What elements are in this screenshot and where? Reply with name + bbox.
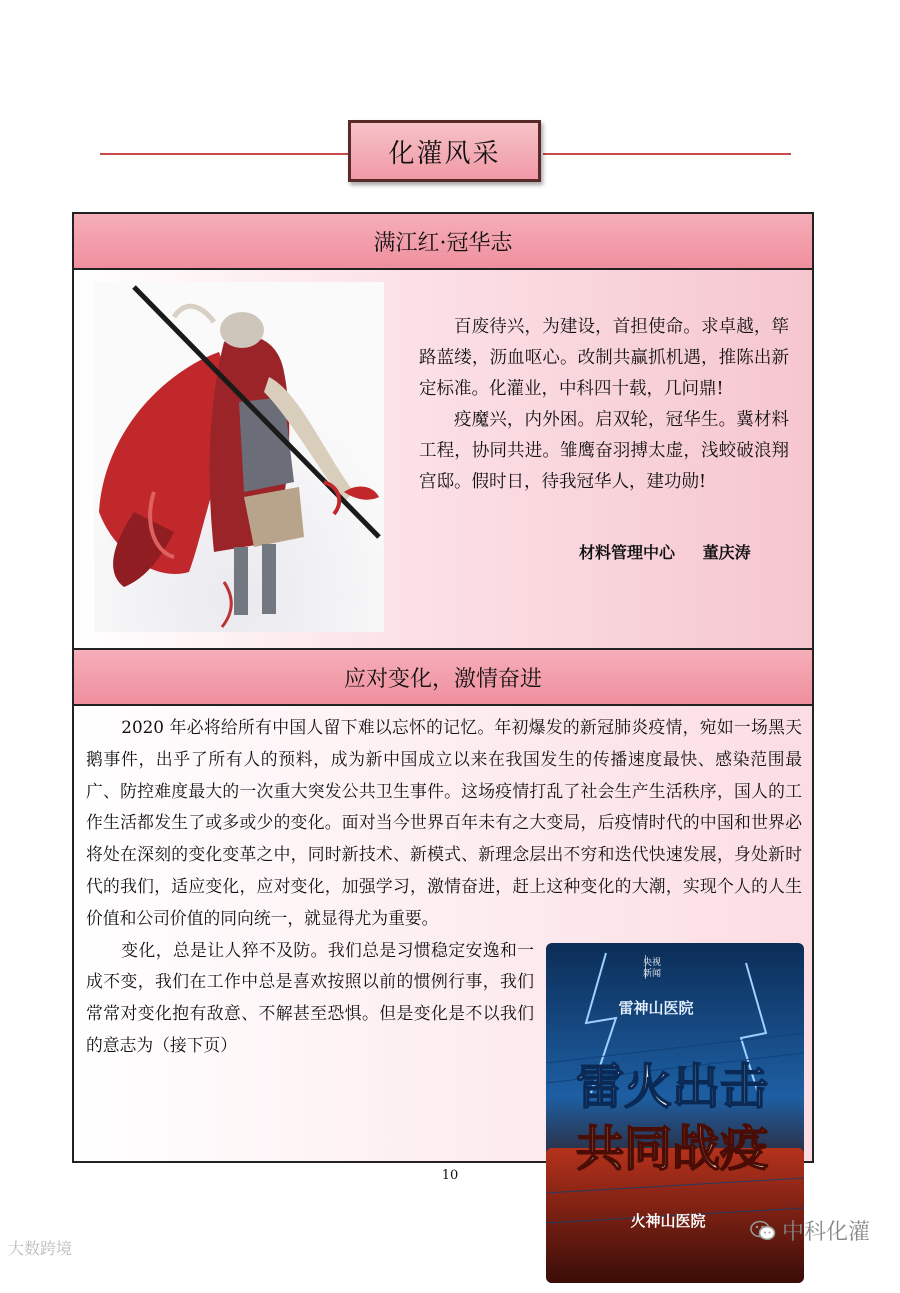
watermark-right-text: 中科化灌 [782,1220,871,1245]
poem-author [579,540,751,563]
poster-source-line1: 央视 [642,957,662,968]
page-banner-title: 化灌风采 [348,120,541,182]
paragraph-2-text: 变化，总是让人猝不及防。我们总是习惯稳定安逸和一成不变，我们在工作中总是喜欢按照以前的惯例行事，我们常常对变化抱有敌意、不解甚至恐惧。但是变化是不以我们的意志为 [86,939,534,1055]
wechat-icon [750,1220,776,1242]
page-number: 10 [441,1168,459,1183]
poster-headline-2: 共同战疫 [575,1120,769,1177]
poster-headline-1: 雷火出击 [575,1058,769,1115]
watermark-right [750,1215,870,1246]
section1-body [74,270,812,650]
paragraph-1-text: 2020 年必将给所有中国人留下难以忘怀的记忆。年初爆发的新冠肺炎疫情，宛如一场黑天鹅事件，出乎了所有人的预料，成为新中国成立以来在我国发生的传播速度最快、感染范围最广、防控难度最大的一次重大突发公共卫生事件。这场疫情打乱了社会生产生活秩序，国人的工作生活都发生了或多或少的变化。面对当今世界百年未有之大变局，后疫情时代的中国和世界必将处在深刻的变化变革之中，同时新技术、新模式、新理念层出不穷和迭代快速发展，身处新时代的我们，适应变化，应对变化，加强学习，激情奋进，赶上这种变化的大潮，实现个人的人生价值和公司价值的同向统一，就显得尤为重要。 [86,717,802,928]
poem-stanza-2: 疫魔兴，内外困。启双轮，冠华生。冀材料工程，协同共进。雏鹰奋羽搏太虚，浅蛟破浪翔宫邸。假时日，待我冠华人，建功勋! [419,410,789,492]
poem-stanza-1: 百废待兴，为建设，首担使命。求卓越，筚路蓝缕，沥血呕心。改制共赢抓机遇，推陈出新定标准。化灌业，中科四十载，几问鼎! [419,317,789,399]
title-rule-right [543,153,791,155]
title-rule-left [100,153,350,155]
warrior-illustration [94,282,384,632]
watermark-left-text: 大数跨境 [8,1239,73,1258]
author-name: 董庆涛 [702,543,751,562]
poster-source-line2: 新闻 [642,968,662,979]
poster-hospital-bottom: 火神山医院 [630,1211,706,1230]
continued-marker: （接下页） [153,1034,238,1055]
article-text [86,712,802,1283]
author-department: 材料管理中心 [579,543,676,562]
poster-hospital-top: 雷神山医院 [618,998,694,1017]
article-paragraph-1 [86,712,802,935]
poem-text [419,312,789,498]
section2-title: 应对变化，激情奋进 [74,650,812,706]
section1-title: 满江红·冠华志 [74,214,812,270]
watermark-left [8,1236,72,1259]
